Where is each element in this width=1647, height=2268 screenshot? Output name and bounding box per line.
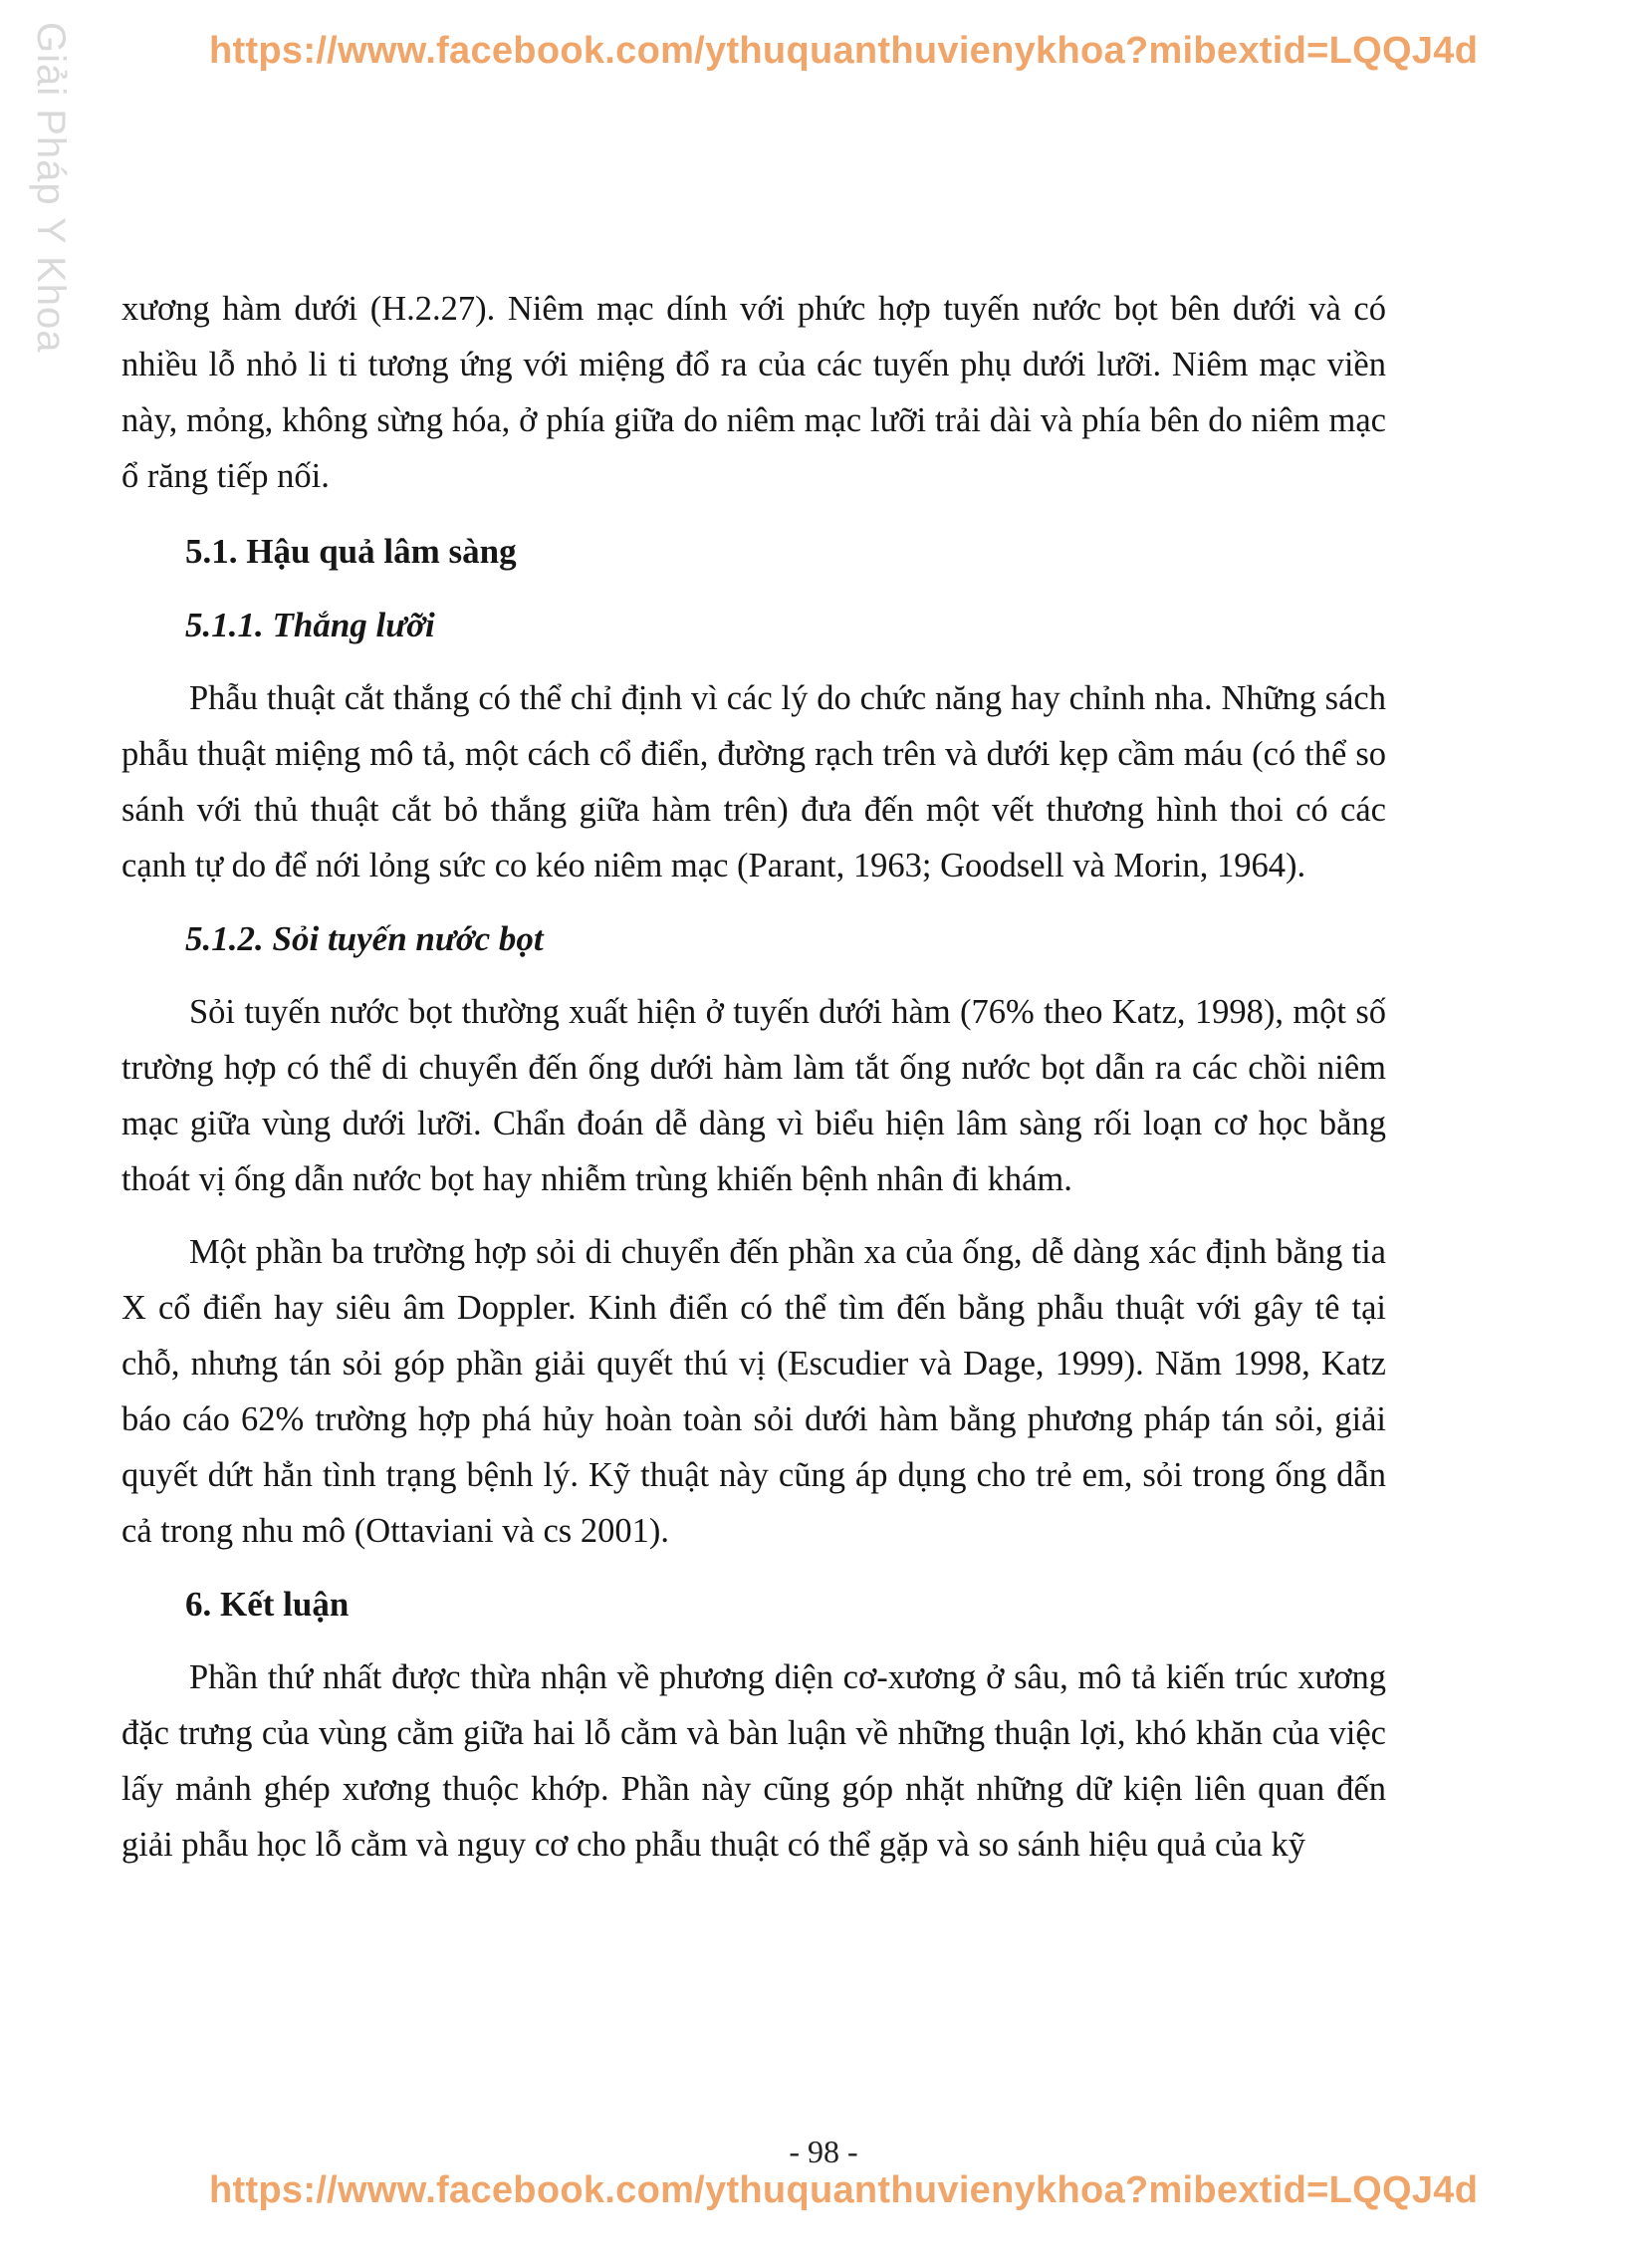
heading-5-1-1: 5.1.1. Thắng lưỡi — [185, 606, 435, 644]
paragraph-ket-luan: Phần thứ nhất được thừa nhận về phương diện cơ-xương ở sâu, mô tả kiến trúc xương đặc trưng của vùng cằm giữa hai lỗ cằm và bàn luận về những thuận lợi, khó khăn của việc lấy mảnh ghép xương thuộc khớp. Phần này cũng góp nhặt những dữ kiện liên quan đến giải phẫu học lỗ cằm và nguy cơ cho phẫu thuật có thể gặp và so sánh hiệu quả của kỹ — [121, 1658, 1386, 1864]
paragraph-intro: xương hàm dưới (H.2.27). Niêm mạc dính với phức hợp tuyến nước bọt bên dưới và có nhiều lỗ nhỏ li ti tương ứng với miệng đổ ra của các tuyến phụ dưới lưỡi. Niêm mạc viền này, mỏng, không sừng hóa, ở phía giữa do niêm mạc lưỡi trải dài và phía bên do niêm mạc ổ răng tiếp nối. — [121, 290, 1386, 495]
page-body — [121, 281, 1386, 1873]
heading-5-1-2: 5.1.2. Sỏi tuyến nước bọt — [185, 919, 544, 958]
paragraph-thang-luoi: Phẫu thuật cắt thắng có thể chỉ định vì các lý do chức năng hay chỉnh nha. Những sách phẫu thuật miệng mô tả, một cách cổ điển, đường rạch trên và dưới kẹp cầm máu (có thể so sánh với thủ thuật cắt bỏ thắng giữa hàm trên) đưa đến một vết thương hình thoi có các cạnh tự do để nới lỏng sức co kéo niêm mạc (Parant, 1963; Goodsell và Morin, 1964). — [121, 679, 1386, 884]
watermark-url-bottom: https://www.facebook.com/ythuquanthuvienykhoa?mibextid=LQQJ4d — [209, 2169, 1479, 2211]
page-number: - 98 - — [789, 2134, 858, 2169]
watermark-url-top: https://www.facebook.com/ythuquanthuvienykhoa?mibextid=LQQJ4d — [209, 30, 1479, 72]
side-watermark: Giải Pháp Y Khoa — [29, 22, 73, 354]
heading-5-1: 5.1. Hậu quả lâm sàng — [185, 532, 517, 571]
paragraph-soi-2: Một phần ba trường hợp sỏi di chuyển đến phần xa của ống, dễ dàng xác định bằng tia X cổ điển hay siêu âm Doppler. Kinh điển có thể tìm đến bằng phẫu thuật với gây tê tại chỗ, nhưng tán sỏi góp phần giải quyết thú vị (Escudier và Dage, 1999). Năm 1998, Katz báo cáo 62% trường hợp phá hủy hoàn toàn sỏi dưới hàm bằng phương pháp tán sỏi, giải quyết dứt hẳn tình trạng bệnh lý. Kỹ thuật này cũng áp dụng cho trẻ em, sỏi trong ống dẫn cả trong nhu mô (Ottaviani và cs 2001). — [121, 1233, 1386, 1550]
heading-6: 6. Kết luận — [185, 1585, 350, 1624]
paragraph-soi-1: Sỏi tuyến nước bọt thường xuất hiện ở tuyến dưới hàm (76% theo Katz, 1998), một số trường hợp có thể di chuyển đến ống dưới hàm làm tắt ống nước bọt dẫn ra các chồi niêm mạc giữa vùng dưới lưỡi. Chẩn đoán dễ dàng vì biểu hiện lâm sàng rối loạn cơ học bằng thoát vị ống dẫn nước bọt hay nhiễm trùng khiến bệnh nhân đi khám. — [121, 993, 1386, 1198]
